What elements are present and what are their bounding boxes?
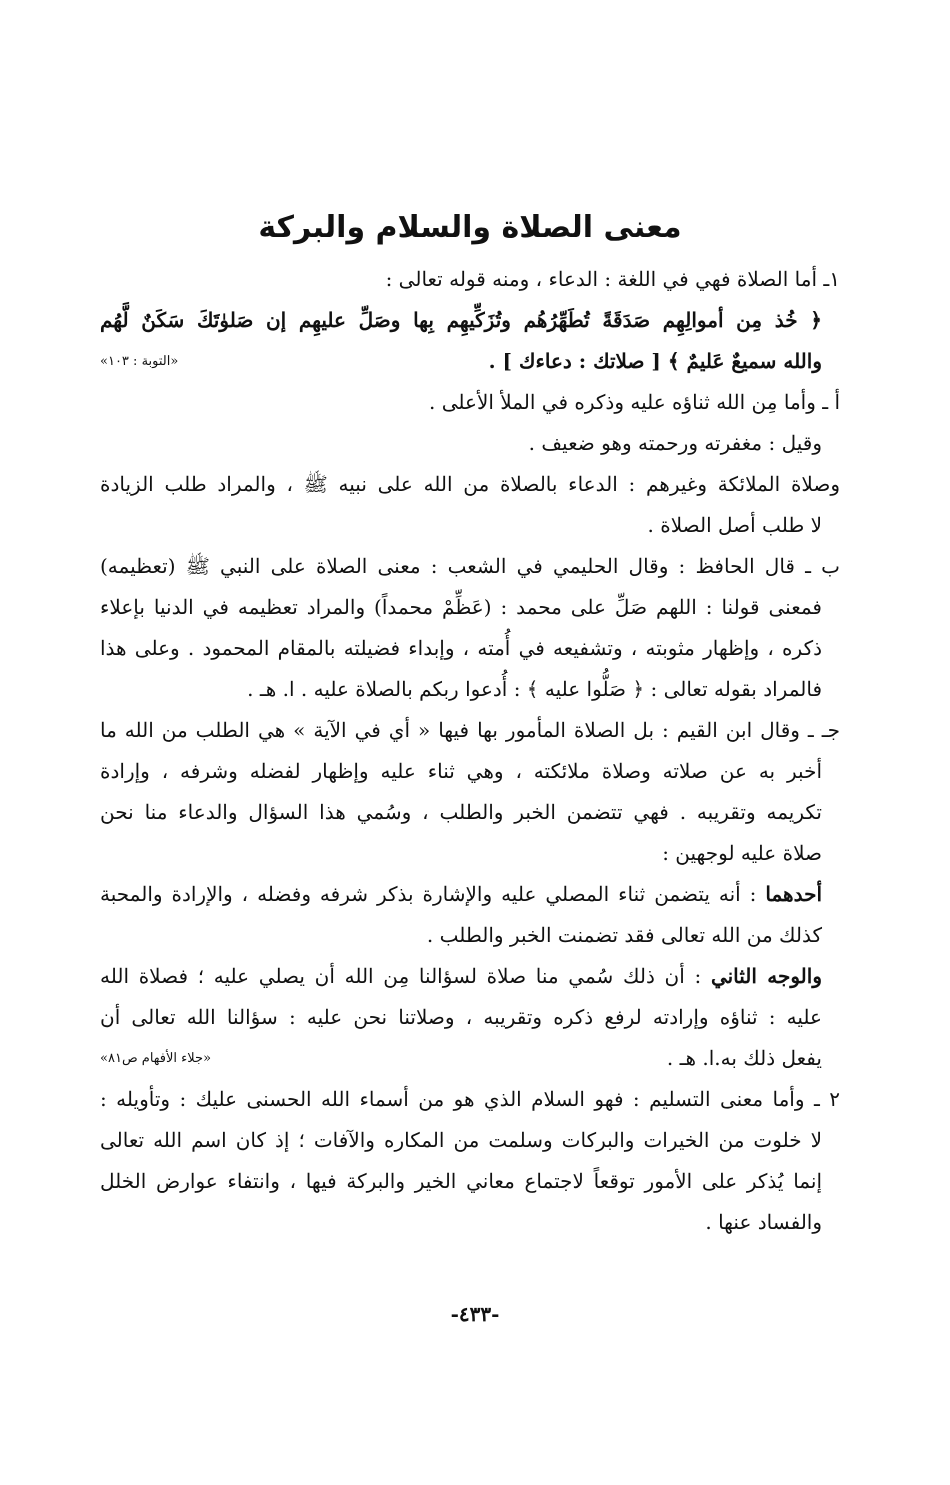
text-line: والفساد عنها . [705, 1210, 822, 1234]
text-line: ٢ ـ وأما معنى التسليم : فهو السلام الذي هو من أسماء الله الحسنى عليك : وتأويله : [100, 1087, 840, 1111]
verse-text: والله سميعٌ عَليمٌ ﴾ [ صلاتك : دعاءك ] . [488, 349, 822, 373]
text-line: إنما يُذكر على الأمور توقعاً لاجتماع معاني الخير والبركة فيها ، وانتفاء عوارض الخلل [100, 1169, 822, 1193]
text-line: ١ـ أما الصلاة فهي في اللغة : الدعاء ، ومنه قوله تعالى : [385, 267, 840, 291]
text-line: ذكره ، وإظهار مثوبته ، وتشفيعه في أُمته ، وإبداء فضيلته بالمقام المحمود . وعلى هذا [100, 636, 822, 660]
page-number: -٤٣٣- [450, 1302, 500, 1326]
text-line: أ ـ وأما مِن الله ثناؤه عليه وذكره في الملأ الأعلى . [429, 390, 840, 414]
text-line: لا خلوت من الخيرات والبركات وسلمت من المكاره والآفات ؛ إذ كان اسم الله تعالى [100, 1128, 822, 1152]
text-line [100, 1038, 840, 1079]
verse-reference: «التوبة : ١٠٣» [100, 354, 179, 369]
text-line: كذلك من الله تعالى فقد تضمنت الخبر والطلب . [426, 923, 822, 947]
line-text: : أنه يتضمن ثناء المصلي عليه والإشارة بذكر شرفه وفضله ، والإرادة والمحبة [100, 882, 766, 906]
source-reference: «جلاء الأفهام ص٨١» [100, 1051, 212, 1066]
text-line: لا طلب أصل الصلاة . [647, 513, 822, 537]
quran-verse-line: ﴿ خُذ مِن أموالِهِم صَدَقَةً تُطَهِّرُهُم وتُزَكِّيهِم بِها وصَلِّ عليهِم إن صَلوٰتَكَ سَكَنٌ لَّهُم [100, 308, 823, 332]
line-text: : أن ذلك سُمي منا صلاة لسؤالنا مِن الله أن يصلي عليه ؛ فصلاة الله [100, 964, 711, 988]
text-line: فالمراد بقوله تعالى : ﴿ صَلُّوا عليه ﴾ : أُدعوا ربكم بالصلاة عليه . ا. هـ . [247, 677, 822, 701]
quran-verse-line [100, 341, 840, 382]
text-line: أخبر به عن صلاته وصلاة ملائكته ، وهي ثناء عليه وإظهار لفضله وشرفه ، وإرادة [100, 759, 822, 783]
text-line: ب ـ قال الحافظ : وقال الحليمي في الشعب : معنى الصلاة على النبي ﷺ (تعظيمه) [100, 554, 840, 578]
page-body [100, 210, 840, 1243]
text-line [100, 874, 840, 915]
text-line: عليه : ثناؤه وإرادته لرفع ذكره وتقريبه ، وصلاتنا نحن عليه : سؤالنا الله تعالى أن [100, 1005, 822, 1029]
bold-lead: والوجه الثاني [710, 964, 822, 988]
text-line: جـ ـ وقال ابن القيم : بل الصلاة المأمور بها فيها « أي في الآية » هي الطلب من الله ما [100, 718, 840, 742]
text-line: تكريمه وتقريبه . فهي تتضمن الخبر والطلب ، وسُمي هذا السؤال والدعاء منا نحن [100, 800, 822, 824]
text-line: صلاة عليه لوجهين : [662, 841, 822, 865]
line-text: يفعل ذلك به.ا. هـ . [666, 1046, 822, 1070]
text-line: وقيل : مغفرته ورحمته وهو ضعيف . [528, 431, 822, 455]
page-title: معنى الصلاة والسلام والبركة [258, 210, 682, 245]
text-line: فمعنى قولنا : اللهم صَلِّ على محمد : (عَظِّمْ محمداً) والمراد تعظيمه في الدنيا بإعلاء [100, 595, 822, 619]
text-line [100, 956, 840, 997]
bold-lead: أحدهما [765, 882, 822, 906]
text-line: وصلاة الملائكة وغيرهم : الدعاء بالصلاة من الله على نبيه ﷺ ، والمراد طلب الزيادة [100, 472, 840, 496]
